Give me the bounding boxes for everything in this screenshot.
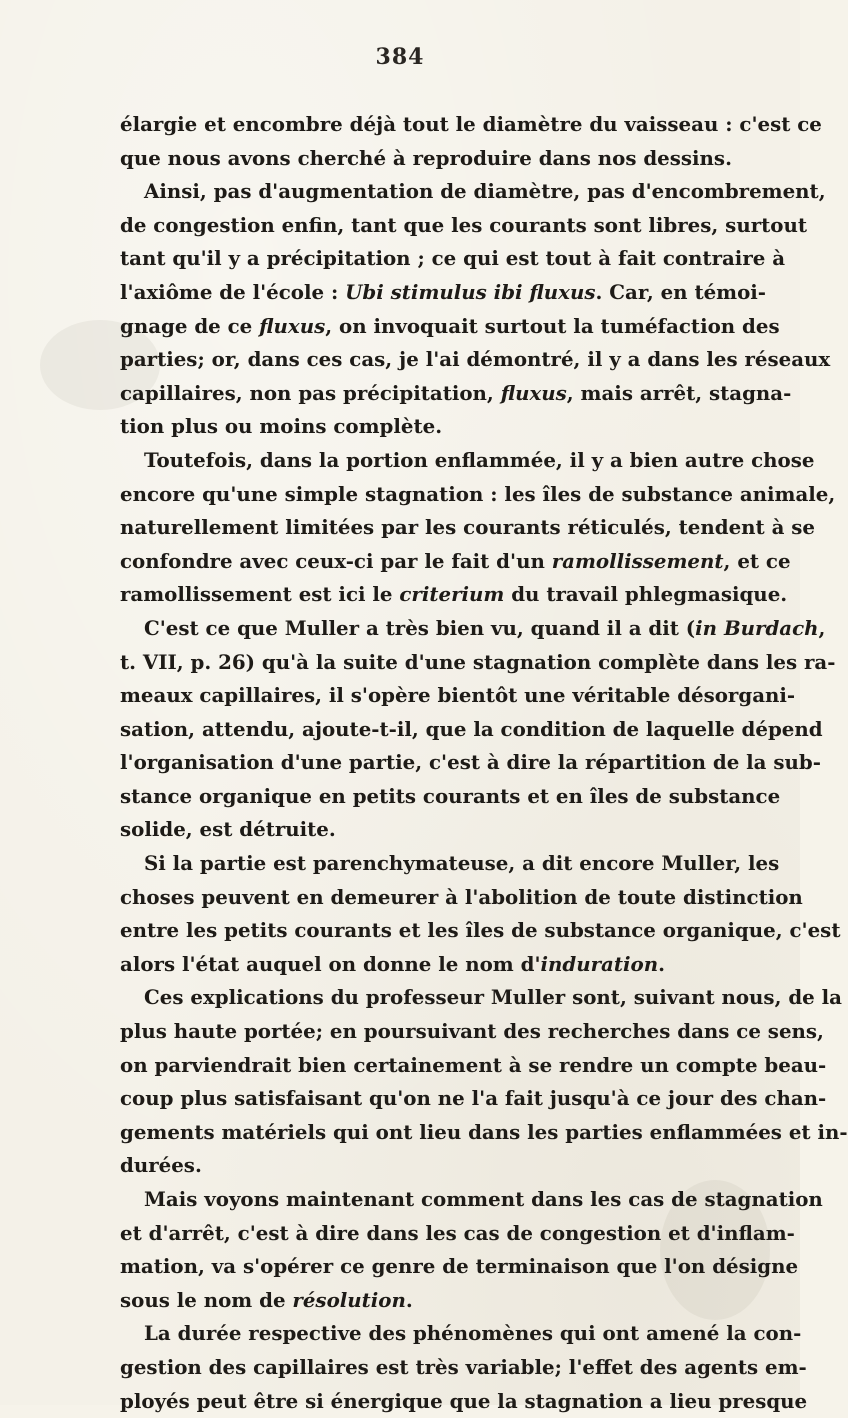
text-line: confondre avec ceux-ci par le fait d'un ramollissement, et ce	[120, 548, 791, 573]
text-line: meaux capillaires, il s'opère bientôt une véritable désorgani-	[120, 683, 796, 708]
text-line: et d'arrêt, c'est à dire dans les cas de congestion et d'inflam-	[120, 1220, 795, 1245]
text-line: de congestion enfin, tant que les courants sont libres, surtout	[120, 212, 807, 237]
text-line: C'est ce que Muller a très bien vu, quand il a dit (in Burdach,	[144, 615, 826, 640]
italic-term: ramollissement	[551, 548, 724, 573]
italic-term: fluxus	[259, 313, 326, 338]
italic-term: induration	[540, 951, 659, 976]
text-line: l'organisation d'une partie, c'est à dire la répartition de la sub-	[120, 750, 821, 775]
text-line: l'axiôme de l'école : Ubi stimulus ibi fluxus. Car, en témoi-	[120, 279, 767, 304]
text-line: La durée respective des phénomènes qui ont amené la con-	[144, 1321, 802, 1346]
text-line: coup plus satisfaisant qu'on ne l'a fait jusqu'à ce jour des chan-	[120, 1086, 827, 1111]
italic-term: criterium	[399, 582, 505, 607]
text-line: choses peuvent en demeurer à l'abolition de toute distinction	[120, 884, 803, 909]
italic-term: fluxus	[500, 380, 567, 405]
text-line: ramollissement est ici le criterium du travail phlegmasique.	[120, 582, 788, 607]
text-line: Ainsi, pas d'augmentation de diamètre, pas d'encombrement,	[144, 179, 826, 204]
latin-quote: Ubi stimulus ibi fluxus	[345, 279, 596, 304]
text-line: naturellement limitées par les courants réticulés, tendent à se	[120, 515, 815, 540]
text-line: élargie et encombre déjà tout le diamètre du vaisseau : c'est ce	[120, 112, 822, 136]
text-line: Toutefois, dans la portion enflammée, il y a bien autre chose	[144, 447, 815, 472]
text-line: sous le nom de résolution.	[120, 1287, 413, 1312]
text-line: durées.	[120, 1153, 202, 1178]
paragraph-toutefois	[120, 444, 836, 612]
text-line: gements matériels qui ont lieu dans les parties enflammées et in-	[120, 1119, 848, 1144]
text-line: t. VII, p. 26) qu'à la suite d'une stagnation complète dans les ra-	[120, 649, 836, 674]
text-line: sation, attendu, ajoute-t-il, que la condition de laquelle dépend	[120, 716, 823, 741]
paragraph-parenchymateuse	[120, 847, 841, 981]
text-line: gestion des capillaires est très variable; l'effet des agents em-	[120, 1354, 807, 1379]
paragraph-continuation	[120, 108, 822, 175]
text-line: stance organique en petits courants et en îles de substance	[120, 783, 781, 808]
paragraph-la-duree	[120, 1317, 808, 1418]
page-number: 384	[375, 44, 425, 70]
text-line: plus haute portée; en poursuivant des recherches dans ce sens,	[120, 1019, 824, 1044]
paragraph-ainsi	[120, 175, 831, 444]
text-line: gnage de ce fluxus, on invoquait surtout la tuméfaction des	[120, 313, 780, 338]
paragraph-explications	[120, 981, 848, 1183]
text-line: que nous avons cherché à reproduire dans nos dessins.	[120, 145, 732, 170]
text-line: entre les petits courants et les îles de substance organique, c'est	[120, 918, 841, 943]
body-text	[120, 108, 848, 1418]
citation: in Burdach	[695, 615, 819, 640]
paragraph-muller	[120, 612, 836, 847]
paragraph-mais-voyons	[120, 1183, 823, 1317]
text-line: mation, va s'opérer ce genre de terminaison que l'on désigne	[120, 1254, 799, 1279]
text-line: Ces explications du professeur Muller sont, suivant nous, de la	[144, 985, 842, 1010]
text-line: ployés peut être si énergique que la stagnation a lieu presque	[120, 1388, 808, 1413]
text-line: Mais voyons maintenant comment dans les cas de stagnation	[144, 1187, 823, 1211]
text-line: tion plus ou moins complète.	[120, 414, 443, 439]
text-line: encore qu'une simple stagnation : les îles de substance animale,	[120, 481, 836, 506]
text-line: on parviendrait bien certainement à se rendre un compte beau-	[120, 1052, 827, 1077]
text-line: tant qu'il y a précipitation ; ce qui est tout à fait contraire à	[120, 246, 786, 271]
text-line: capillaires, non pas précipitation, fluxus, mais arrêt, stagna-	[120, 380, 792, 405]
italic-term: résolution	[292, 1287, 406, 1312]
text-line: solide, est détruite.	[120, 817, 336, 842]
text-line: alors l'état auquel on donne le nom d'induration.	[120, 951, 665, 976]
text-line: parties; or, dans ces cas, je l'ai démontré, il y a dans les réseaux	[120, 347, 831, 372]
text-line: Si la partie est parenchymateuse, a dit encore Muller, les	[144, 851, 780, 876]
